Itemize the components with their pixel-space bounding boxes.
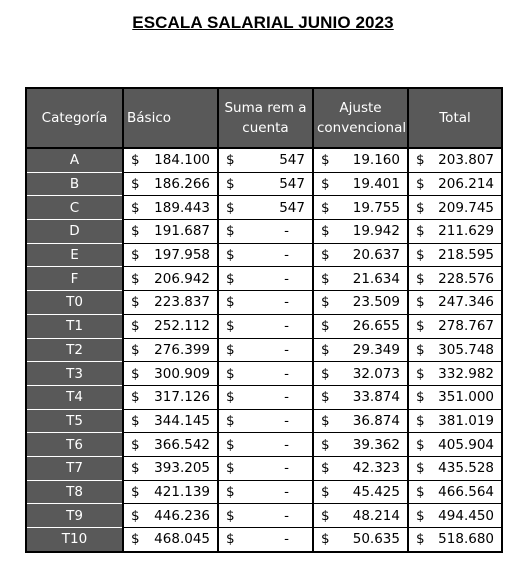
currency-symbol: $ xyxy=(321,365,330,382)
table-row xyxy=(26,362,502,386)
currency-symbol: $ xyxy=(226,436,235,453)
categoria-cell: T10 xyxy=(26,528,123,552)
currency-symbol: $ xyxy=(416,223,425,240)
ajuste-convencional-value: 19.160 xyxy=(352,152,400,169)
suma-rem-a-cuenta-value: - xyxy=(284,436,289,453)
currency-symbol: $ xyxy=(416,294,425,311)
ajuste-convencional-cell xyxy=(313,243,408,267)
basico-value: 191.687 xyxy=(154,223,210,240)
ajuste-convencional-value: 20.637 xyxy=(352,247,400,264)
basico-cell xyxy=(123,528,218,552)
currency-symbol: $ xyxy=(131,247,140,264)
basico-value: 344.145 xyxy=(154,412,210,429)
categoria-cell: F xyxy=(26,267,123,291)
categoria-cell: D xyxy=(26,220,123,244)
ajuste-convencional-value: 33.874 xyxy=(352,389,400,406)
currency-symbol: $ xyxy=(416,152,425,169)
suma-rem-a-cuenta-value: - xyxy=(284,341,289,358)
table-row xyxy=(26,385,502,409)
total-value: 435.528 xyxy=(438,460,494,477)
currency-symbol: $ xyxy=(131,176,140,193)
total-value: 494.450 xyxy=(438,507,494,524)
suma-rem-a-cuenta-cell xyxy=(218,220,313,244)
total-value: 351.000 xyxy=(438,389,494,406)
basico-value: 186.266 xyxy=(154,176,210,193)
table-row xyxy=(26,291,502,315)
suma-rem-a-cuenta-cell xyxy=(218,456,313,480)
currency-symbol: $ xyxy=(226,412,235,429)
table-row xyxy=(26,220,502,244)
currency-symbol: $ xyxy=(226,199,235,216)
suma-rem-a-cuenta-cell xyxy=(218,267,313,291)
header-categoria: Categoría xyxy=(26,88,123,148)
suma-rem-a-cuenta-value: - xyxy=(284,389,289,406)
ajuste-convencional-value: 19.755 xyxy=(352,199,400,216)
currency-symbol: $ xyxy=(416,412,425,429)
suma-rem-a-cuenta-cell xyxy=(218,528,313,552)
currency-symbol: $ xyxy=(226,223,235,240)
currency-symbol: $ xyxy=(226,318,235,335)
currency-symbol: $ xyxy=(416,176,425,193)
currency-symbol: $ xyxy=(416,365,425,382)
ajuste-convencional-value: 42.323 xyxy=(352,460,400,477)
suma-rem-a-cuenta-value: - xyxy=(284,318,289,335)
suma-rem-a-cuenta-cell xyxy=(218,385,313,409)
currency-symbol: $ xyxy=(131,294,140,311)
table-row xyxy=(26,338,502,362)
suma-rem-a-cuenta-value: - xyxy=(284,247,289,264)
categoria-cell: T3 xyxy=(26,362,123,386)
table-row xyxy=(26,148,502,172)
ajuste-convencional-value: 26.655 xyxy=(352,318,400,335)
suma-rem-a-cuenta-cell xyxy=(218,362,313,386)
ajuste-convencional-cell xyxy=(313,456,408,480)
table-row xyxy=(26,409,502,433)
total-value: 466.564 xyxy=(438,483,494,500)
categoria-cell: T5 xyxy=(26,409,123,433)
suma-rem-a-cuenta-value: - xyxy=(284,483,289,500)
ajuste-convencional-cell xyxy=(313,338,408,362)
currency-symbol: $ xyxy=(321,436,330,453)
total-cell xyxy=(408,504,502,528)
basico-cell xyxy=(123,456,218,480)
categoria-cell: T2 xyxy=(26,338,123,362)
currency-symbol: $ xyxy=(416,247,425,264)
currency-symbol: $ xyxy=(131,483,140,500)
currency-symbol: $ xyxy=(226,341,235,358)
currency-symbol: $ xyxy=(131,531,140,548)
currency-symbol: $ xyxy=(226,294,235,311)
suma-rem-a-cuenta-cell xyxy=(218,433,313,457)
suma-rem-a-cuenta-value: - xyxy=(284,365,289,382)
ajuste-convencional-value: 19.401 xyxy=(352,176,400,193)
basico-value: 223.837 xyxy=(154,294,210,311)
total-value: 405.904 xyxy=(438,436,494,453)
suma-rem-a-cuenta-cell xyxy=(218,291,313,315)
basico-cell xyxy=(123,480,218,504)
table-row xyxy=(26,314,502,338)
basico-cell xyxy=(123,148,218,172)
suma-rem-a-cuenta-value: - xyxy=(284,270,289,287)
suma-rem-a-cuenta-value: 547 xyxy=(279,199,305,216)
total-cell xyxy=(408,480,502,504)
ajuste-convencional-cell xyxy=(313,196,408,220)
total-value: 218.595 xyxy=(438,247,494,264)
currency-symbol: $ xyxy=(321,223,330,240)
basico-value: 468.045 xyxy=(154,531,210,548)
currency-symbol: $ xyxy=(321,507,330,524)
basico-cell xyxy=(123,314,218,338)
ajuste-convencional-value: 29.349 xyxy=(352,341,400,358)
ajuste-convencional-cell xyxy=(313,172,408,196)
currency-symbol: $ xyxy=(416,318,425,335)
total-value: 206.214 xyxy=(438,176,494,193)
currency-symbol: $ xyxy=(226,460,235,477)
currency-symbol: $ xyxy=(321,460,330,477)
currency-symbol: $ xyxy=(321,152,330,169)
currency-symbol: $ xyxy=(131,365,140,382)
currency-symbol: $ xyxy=(416,341,425,358)
suma-rem-a-cuenta-value: - xyxy=(284,507,289,524)
currency-symbol: $ xyxy=(226,507,235,524)
total-cell xyxy=(408,409,502,433)
suma-rem-a-cuenta-value: - xyxy=(284,531,289,548)
currency-symbol: $ xyxy=(131,318,140,335)
currency-symbol: $ xyxy=(131,507,140,524)
total-cell xyxy=(408,362,502,386)
total-cell xyxy=(408,267,502,291)
basico-value: 189.443 xyxy=(154,199,210,216)
total-cell xyxy=(408,385,502,409)
ajuste-convencional-value: 48.214 xyxy=(352,507,400,524)
currency-symbol: $ xyxy=(131,460,140,477)
currency-symbol: $ xyxy=(226,270,235,287)
currency-symbol: $ xyxy=(416,460,425,477)
total-cell xyxy=(408,528,502,552)
currency-symbol: $ xyxy=(226,531,235,548)
total-cell xyxy=(408,148,502,172)
basico-value: 206.942 xyxy=(154,270,210,287)
header-suma-rem-a-cuenta: Suma rem a cuenta xyxy=(218,88,313,148)
ajuste-convencional-cell xyxy=(313,267,408,291)
basico-cell xyxy=(123,172,218,196)
total-value: 518.680 xyxy=(438,531,494,548)
currency-symbol: $ xyxy=(321,318,330,335)
basico-value: 421.139 xyxy=(154,483,210,500)
currency-symbol: $ xyxy=(226,247,235,264)
total-value: 228.576 xyxy=(438,270,494,287)
total-cell xyxy=(408,433,502,457)
suma-rem-a-cuenta-cell xyxy=(218,338,313,362)
ajuste-convencional-value: 50.635 xyxy=(352,531,400,548)
currency-symbol: $ xyxy=(226,483,235,500)
page-title: ESCALA SALARIAL JUNIO 2023 xyxy=(132,13,394,32)
ajuste-convencional-value: 45.425 xyxy=(352,483,400,500)
categoria-cell: A xyxy=(26,148,123,172)
basico-cell xyxy=(123,362,218,386)
basico-cell xyxy=(123,385,218,409)
categoria-cell: T7 xyxy=(26,456,123,480)
suma-rem-a-cuenta-cell xyxy=(218,148,313,172)
currency-symbol: $ xyxy=(131,389,140,406)
currency-symbol: $ xyxy=(416,483,425,500)
currency-symbol: $ xyxy=(321,483,330,500)
basico-value: 366.542 xyxy=(154,436,210,453)
suma-rem-a-cuenta-value: - xyxy=(284,223,289,240)
suma-rem-a-cuenta-cell xyxy=(218,504,313,528)
total-value: 332.982 xyxy=(438,365,494,382)
ajuste-convencional-value: 36.874 xyxy=(352,412,400,429)
ajuste-convencional-cell xyxy=(313,362,408,386)
basico-cell xyxy=(123,243,218,267)
currency-symbol: $ xyxy=(321,247,330,264)
ajuste-convencional-value: 19.942 xyxy=(352,223,400,240)
header-ajuste-convencional: Ajuste convencional xyxy=(313,88,408,148)
ajuste-convencional-value: 39.362 xyxy=(352,436,400,453)
basico-value: 252.112 xyxy=(154,318,210,335)
total-cell xyxy=(408,172,502,196)
categoria-cell: T8 xyxy=(26,480,123,504)
total-value: 209.745 xyxy=(438,199,494,216)
currency-symbol: $ xyxy=(321,199,330,216)
basico-cell xyxy=(123,433,218,457)
currency-symbol: $ xyxy=(321,412,330,429)
ajuste-convencional-cell xyxy=(313,314,408,338)
suma-rem-a-cuenta-value: - xyxy=(284,294,289,311)
currency-symbol: $ xyxy=(321,176,330,193)
total-value: 211.629 xyxy=(438,223,494,240)
ajuste-convencional-cell xyxy=(313,433,408,457)
categoria-cell: T6 xyxy=(26,433,123,457)
ajuste-convencional-cell xyxy=(313,220,408,244)
suma-rem-a-cuenta-cell xyxy=(218,172,313,196)
suma-rem-a-cuenta-cell xyxy=(218,314,313,338)
header-basico: Básico xyxy=(123,88,218,148)
basico-cell xyxy=(123,196,218,220)
total-cell xyxy=(408,456,502,480)
ajuste-convencional-cell xyxy=(313,409,408,433)
basico-cell xyxy=(123,291,218,315)
ajuste-convencional-value: 32.073 xyxy=(352,365,400,382)
ajuste-convencional-cell xyxy=(313,148,408,172)
ajuste-convencional-cell xyxy=(313,385,408,409)
currency-symbol: $ xyxy=(226,176,235,193)
currency-symbol: $ xyxy=(131,152,140,169)
basico-value: 393.205 xyxy=(154,460,210,477)
table-row xyxy=(26,433,502,457)
categoria-cell: B xyxy=(26,172,123,196)
suma-rem-a-cuenta-cell xyxy=(218,243,313,267)
currency-symbol: $ xyxy=(321,341,330,358)
suma-rem-a-cuenta-value: - xyxy=(284,412,289,429)
currency-symbol: $ xyxy=(131,270,140,287)
total-cell xyxy=(408,314,502,338)
total-value: 381.019 xyxy=(438,412,494,429)
total-value: 305.748 xyxy=(438,341,494,358)
ajuste-convencional-cell xyxy=(313,480,408,504)
ajuste-convencional-value: 21.634 xyxy=(352,270,400,287)
total-value: 278.767 xyxy=(438,318,494,335)
currency-symbol: $ xyxy=(416,507,425,524)
currency-symbol: $ xyxy=(416,270,425,287)
categoria-cell: E xyxy=(26,243,123,267)
table-row xyxy=(26,267,502,291)
ajuste-convencional-cell xyxy=(313,528,408,552)
suma-rem-a-cuenta-cell xyxy=(218,196,313,220)
header-total: Total xyxy=(408,88,502,148)
categoria-cell: C xyxy=(26,196,123,220)
total-cell xyxy=(408,220,502,244)
currency-symbol: $ xyxy=(321,270,330,287)
categoria-cell: T4 xyxy=(26,385,123,409)
table-row xyxy=(26,528,502,552)
currency-symbol: $ xyxy=(226,365,235,382)
total-cell xyxy=(408,338,502,362)
currency-symbol: $ xyxy=(131,412,140,429)
suma-rem-a-cuenta-cell xyxy=(218,480,313,504)
suma-rem-a-cuenta-value: 547 xyxy=(279,152,305,169)
ajuste-convencional-value: 23.509 xyxy=(352,294,400,311)
currency-symbol: $ xyxy=(131,341,140,358)
ajuste-convencional-cell xyxy=(313,504,408,528)
categoria-cell: T1 xyxy=(26,314,123,338)
basico-value: 197.958 xyxy=(154,247,210,264)
table-row xyxy=(26,243,502,267)
basico-value: 300.909 xyxy=(154,365,210,382)
table-row xyxy=(26,196,502,220)
suma-rem-a-cuenta-cell xyxy=(218,409,313,433)
total-cell xyxy=(408,291,502,315)
currency-symbol: $ xyxy=(416,436,425,453)
currency-symbol: $ xyxy=(131,199,140,216)
table-row xyxy=(26,172,502,196)
ajuste-convencional-cell xyxy=(313,291,408,315)
suma-rem-a-cuenta-value: 547 xyxy=(279,176,305,193)
basico-cell xyxy=(123,409,218,433)
currency-symbol: $ xyxy=(226,152,235,169)
categoria-cell: T9 xyxy=(26,504,123,528)
total-cell xyxy=(408,243,502,267)
currency-symbol: $ xyxy=(321,294,330,311)
basico-value: 317.126 xyxy=(154,389,210,406)
currency-symbol: $ xyxy=(226,389,235,406)
currency-symbol: $ xyxy=(131,223,140,240)
basico-cell xyxy=(123,267,218,291)
currency-symbol: $ xyxy=(416,389,425,406)
currency-symbol: $ xyxy=(416,199,425,216)
suma-rem-a-cuenta-value: - xyxy=(284,460,289,477)
basico-cell xyxy=(123,504,218,528)
basico-value: 276.399 xyxy=(154,341,210,358)
total-value: 203.807 xyxy=(438,152,494,169)
basico-cell xyxy=(123,338,218,362)
salary-table xyxy=(25,87,503,553)
currency-symbol: $ xyxy=(131,436,140,453)
total-value: 247.346 xyxy=(438,294,494,311)
currency-symbol: $ xyxy=(321,389,330,406)
currency-symbol: $ xyxy=(321,531,330,548)
categoria-cell: T0 xyxy=(26,291,123,315)
total-cell xyxy=(408,196,502,220)
table-row xyxy=(26,504,502,528)
basico-value: 184.100 xyxy=(154,152,210,169)
table-row xyxy=(26,480,502,504)
table-header-row xyxy=(26,88,502,148)
currency-symbol: $ xyxy=(416,531,425,548)
basico-value: 446.236 xyxy=(154,507,210,524)
basico-cell xyxy=(123,220,218,244)
table-row xyxy=(26,456,502,480)
